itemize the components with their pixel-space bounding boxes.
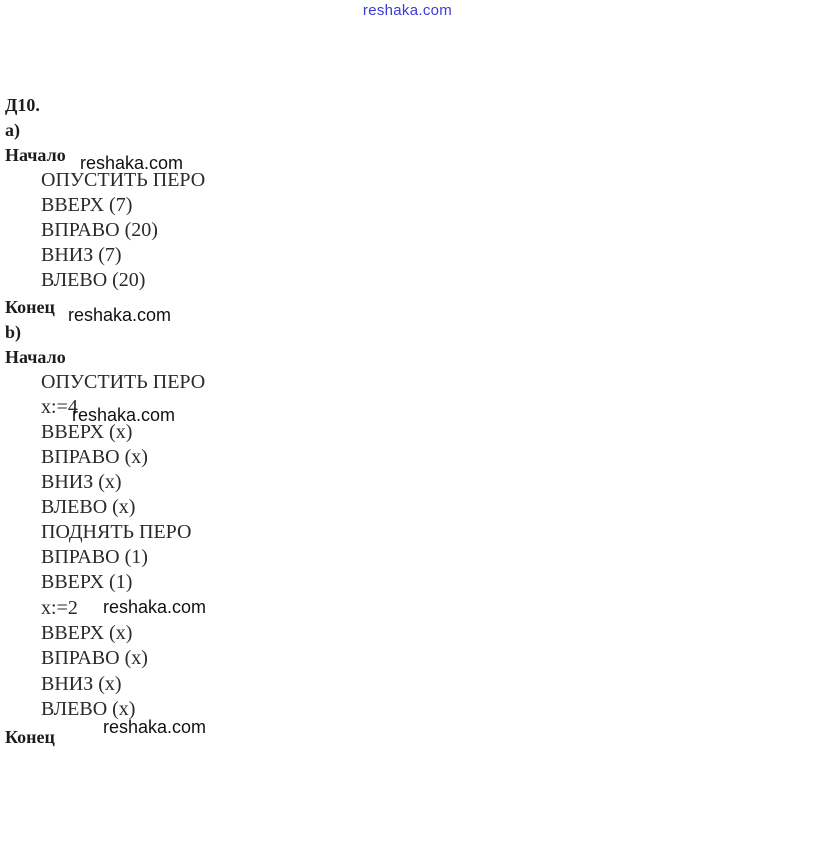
part-b-line: ВВЕРХ (x) <box>41 622 133 644</box>
site-link[interactable]: reshaka.com <box>362 2 453 19</box>
part-b-line: ПОДНЯТЬ ПЕРО <box>41 521 192 543</box>
watermark-text: reshaka.com <box>72 405 176 425</box>
part-b-line: ВВЕРХ (x) <box>41 421 133 443</box>
part-a-begin: Начало <box>5 145 66 165</box>
part-b-label: b) <box>5 322 22 342</box>
part-b-line: ВВЕРХ (1) <box>41 571 133 593</box>
part-b-line: ВНИЗ (x) <box>41 673 122 695</box>
part-b-end: Конец <box>5 727 55 747</box>
part-a-line: ВВЕРХ (7) <box>41 194 133 216</box>
watermark-text: reshaka.com <box>103 717 207 737</box>
part-b-line: x:=2 <box>41 597 78 619</box>
watermark-text: reshaka.com <box>103 597 207 617</box>
part-a-line: ВНИЗ (7) <box>41 244 122 266</box>
part-b-line: ВЛЕВО (x) <box>41 496 136 518</box>
part-b-line: ВНИЗ (x) <box>41 471 122 493</box>
part-b-line: ВЛЕВО (x) <box>41 698 136 720</box>
part-b-line: x:=4 <box>41 396 78 418</box>
part-a-end: Конец <box>5 297 55 317</box>
part-a-line: ВПРАВО (20) <box>41 219 158 241</box>
part-b-line: ОПУСТИТЬ ПЕРО <box>41 371 206 393</box>
watermark-text: reshaka.com <box>80 153 184 173</box>
part-a-line: ОПУСТИТЬ ПЕРО <box>41 169 206 191</box>
part-b-begin: Начало <box>5 347 66 367</box>
part-a-label: a) <box>5 120 20 140</box>
task-title: Д10. <box>5 95 40 115</box>
part-b-line: ВПРАВО (1) <box>41 546 148 568</box>
watermark-text: reshaka.com <box>68 305 172 325</box>
part-b-line: ВПРАВО (x) <box>41 647 148 669</box>
part-b-line: ВПРАВО (x) <box>41 446 148 468</box>
part-a-line: ВЛЕВО (20) <box>41 269 146 291</box>
